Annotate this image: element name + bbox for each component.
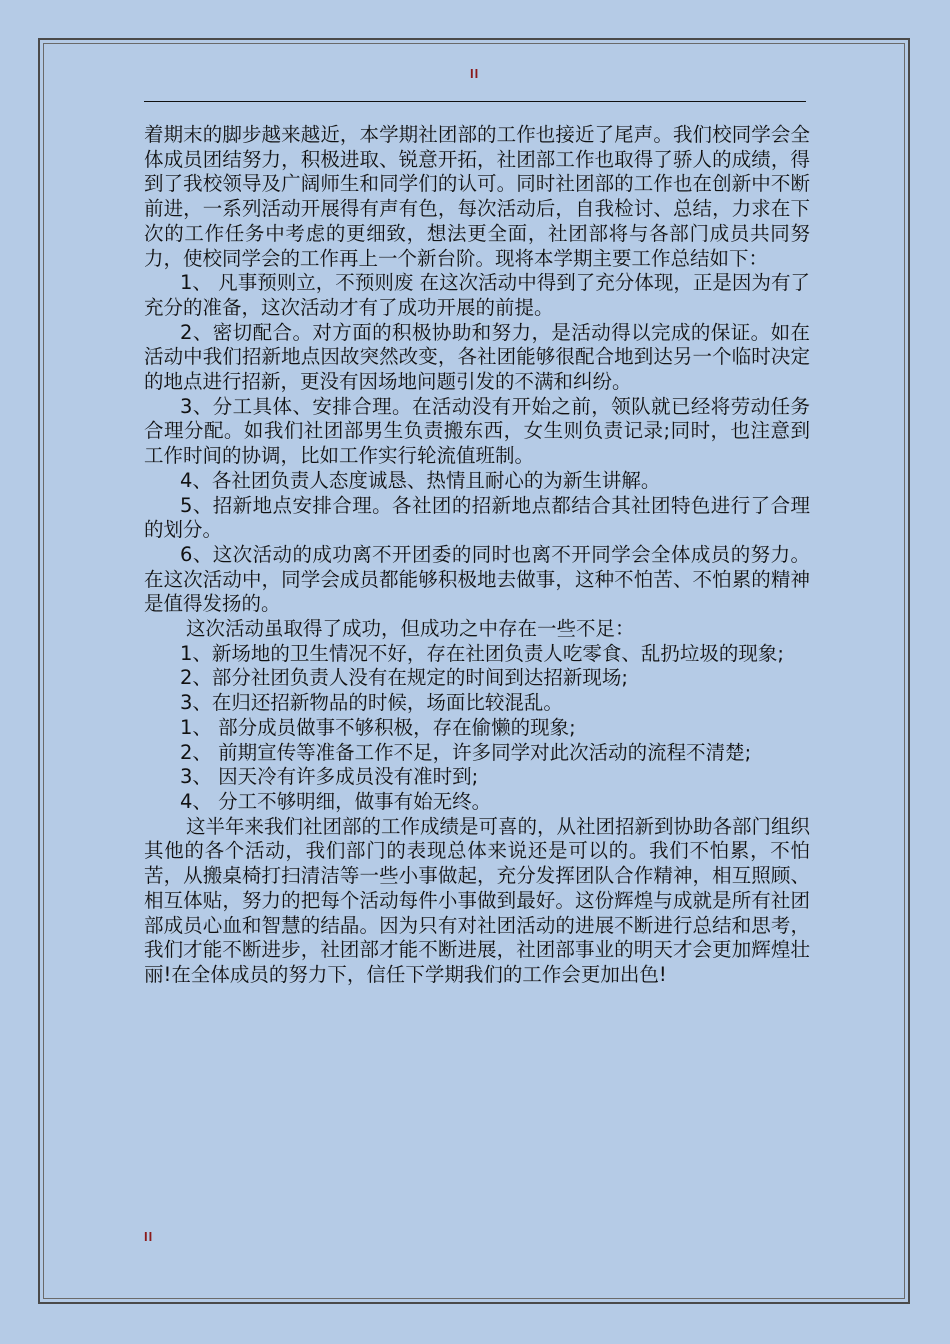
shortcoming-item: 3、 因天冷有许多成员没有准时到;	[180, 765, 479, 789]
list-item-prepare: 1、 凡事预则立，不预则废 在这次活动中得到了充分体现，正是因为有了充分的准备，这次活动才有了成功开展的前提。	[144, 271, 810, 319]
header-divider	[144, 101, 806, 102]
footer-page-mark: II	[144, 1229, 154, 1244]
shortcoming-item: 1、新场地的卫生情况不好，存在社团负责人吃零食、乱扔垃圾的现象;	[180, 641, 784, 665]
shortcoming-item: 3、在归还招新物品的时候，场面比较混乱。	[180, 691, 563, 715]
header-page-mark: II	[470, 66, 480, 81]
document-body	[144, 123, 810, 988]
shortcoming-item: 2、 前期宣传等准备工作不足，许多同学对此次活动的流程不清楚;	[180, 740, 752, 764]
shortcomings-heading: 这次活动虽取得了成功，但成功之中存在一些不足：	[186, 617, 635, 641]
list-item-division: 3、分工具体、安排合理。在活动没有开始之前，领队就已经将劳动任务合理分配。如我们社团部男生负责搬东西，女生则负责记录;同时，也注意到工作时间的协调，比如工作实行轮流值班制。	[144, 394, 810, 468]
list-item-location: 5、招新地点安排合理。各社团的招新地点都结合其社团特色进行了合理的划分。	[144, 493, 810, 542]
shortcoming-item: 1、 部分成员做事不够积极，存在偷懒的现象;	[180, 715, 576, 739]
conclusion-paragraph: 这半年来我们社团部的工作成绩是可喜的，从社团招新到协助各部门组织其他的各个活动，我们部门的表现总体来说还是可以的。我们不怕累，不怕苦，从搬桌椅打扫清洁等一些小事做起，充分发挥团队合作精神，相互照顾、相互体贴，努力的把每个活动每件小事做到最好。这份辉煌与成就是所有社团部成员心血和智慧的结晶。因为只有对社团活动的进展不断进行总结和思考，我们才能不断进步，社团部才能不断进展，社团部事业的明天才会更加辉煌壮丽!在全体成员的努力下，信任下学期我们的工作会更加出色!	[144, 814, 811, 986]
list-item-success: 6、这次活动的成功离不开团委的同时也离不开同学会全体成员的努力。在这次活动中，同学会成员都能够积极地去做事，这种不怕苦、不怕累的精神是值得发扬的。	[144, 542, 810, 616]
shortcoming-item: 2、部分社团负责人没有在规定的时间到达招新现场;	[180, 666, 628, 690]
shortcoming-item: 4、 分工不够明细，做事有始无终。	[180, 789, 492, 813]
list-item-cooperate: 2、密切配合。对方面的积极协助和努力，是活动得以完成的保证。如在活动中我们招新地点因故突然改变，各社团能够很配合地到达另一个临时决定的地点进行招新，更没有因场地问题引发的不满和纠纷。	[144, 320, 810, 394]
list-item-attitude: 4、各社团负责人态度诚恳、热情且耐心的为新生讲解。	[180, 468, 661, 492]
intro-paragraph: 着期末的脚步越来越近，本学期社团部的工作也接近了尾声。我们校同学会全体成员团结努力，积极进取、锐意开拓，社团部工作也取得了骄人的成绩，得到了我校领导及广阔师生和同学们的认可。同时社团部的工作也在创新中不断前进，一系列活动开展得有声有色，每次活动后，自我检讨、总结，力求在下次的工作任务中考虑的更细致，想法更全面，社团部将与各部门成员共同努力，使校同学会的工作再上一个新台阶。现将本学期主要工作总结如下：	[144, 123, 810, 270]
